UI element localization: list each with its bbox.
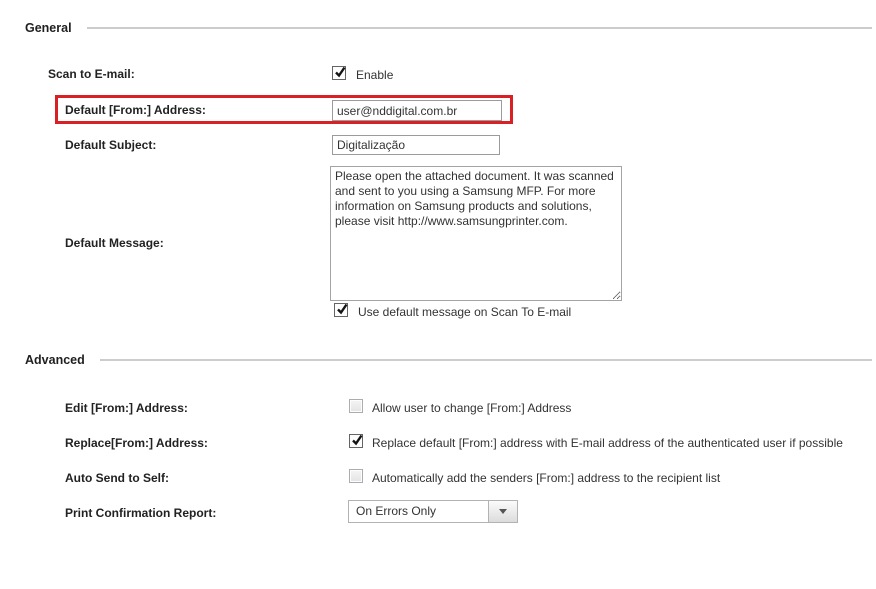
default-message-label: Default Message: — [65, 236, 164, 250]
chevron-down-icon — [499, 509, 507, 514]
general-section-title: General — [25, 21, 72, 35]
auto-send-to-self-checkbox[interactable] — [349, 469, 363, 483]
enable-checkbox[interactable] — [332, 66, 346, 80]
checkmark-icon — [333, 65, 347, 79]
print-confirmation-dropdown[interactable] — [348, 500, 518, 523]
use-default-message-checkbox-label[interactable]: Use default message on Scan To E-mail — [358, 305, 572, 319]
print-confirmation-report-label: Print Confirmation Report: — [65, 506, 217, 520]
edit-from-address-label: Edit [From:] Address: — [65, 401, 188, 415]
default-subject-label: Default Subject: — [65, 138, 157, 152]
dropdown-selected-value: On Errors Only — [356, 504, 437, 518]
auto-send-to-self-label: Auto Send to Self: — [65, 471, 169, 485]
replace-from-address-label: Replace[From:] Address: — [65, 436, 208, 450]
enable-checkbox-label[interactable]: Enable — [356, 68, 394, 82]
auto-send-to-self-checkbox-label[interactable]: Automatically add the senders [From:] address to the recipient list — [372, 471, 721, 485]
edit-from-address-checkbox-label[interactable]: Allow user to change [From:] Address — [372, 401, 572, 415]
default-message-textarea[interactable] — [330, 166, 622, 301]
general-section-divider — [87, 27, 872, 29]
edit-from-address-checkbox[interactable] — [349, 399, 363, 413]
advanced-section-header — [25, 353, 872, 367]
checkmark-icon — [350, 433, 364, 447]
advanced-section-divider — [100, 359, 872, 361]
scan-to-email-label: Scan to E-mail: — [48, 67, 135, 81]
use-default-message-checkbox[interactable] — [334, 303, 348, 317]
default-subject-input[interactable] — [332, 135, 500, 155]
advanced-section-title: Advanced — [25, 353, 85, 367]
dropdown-arrow-button[interactable] — [488, 501, 517, 522]
general-section-header — [25, 21, 872, 35]
replace-from-address-checkbox[interactable] — [349, 434, 363, 448]
checkmark-icon — [335, 302, 349, 316]
default-from-address-label: Default [From:] Address: — [65, 103, 206, 117]
replace-from-address-checkbox-label[interactable]: Replace default [From:] address with E-mail address of the authenticated user if possible — [372, 436, 843, 450]
default-from-address-input[interactable] — [332, 100, 502, 121]
